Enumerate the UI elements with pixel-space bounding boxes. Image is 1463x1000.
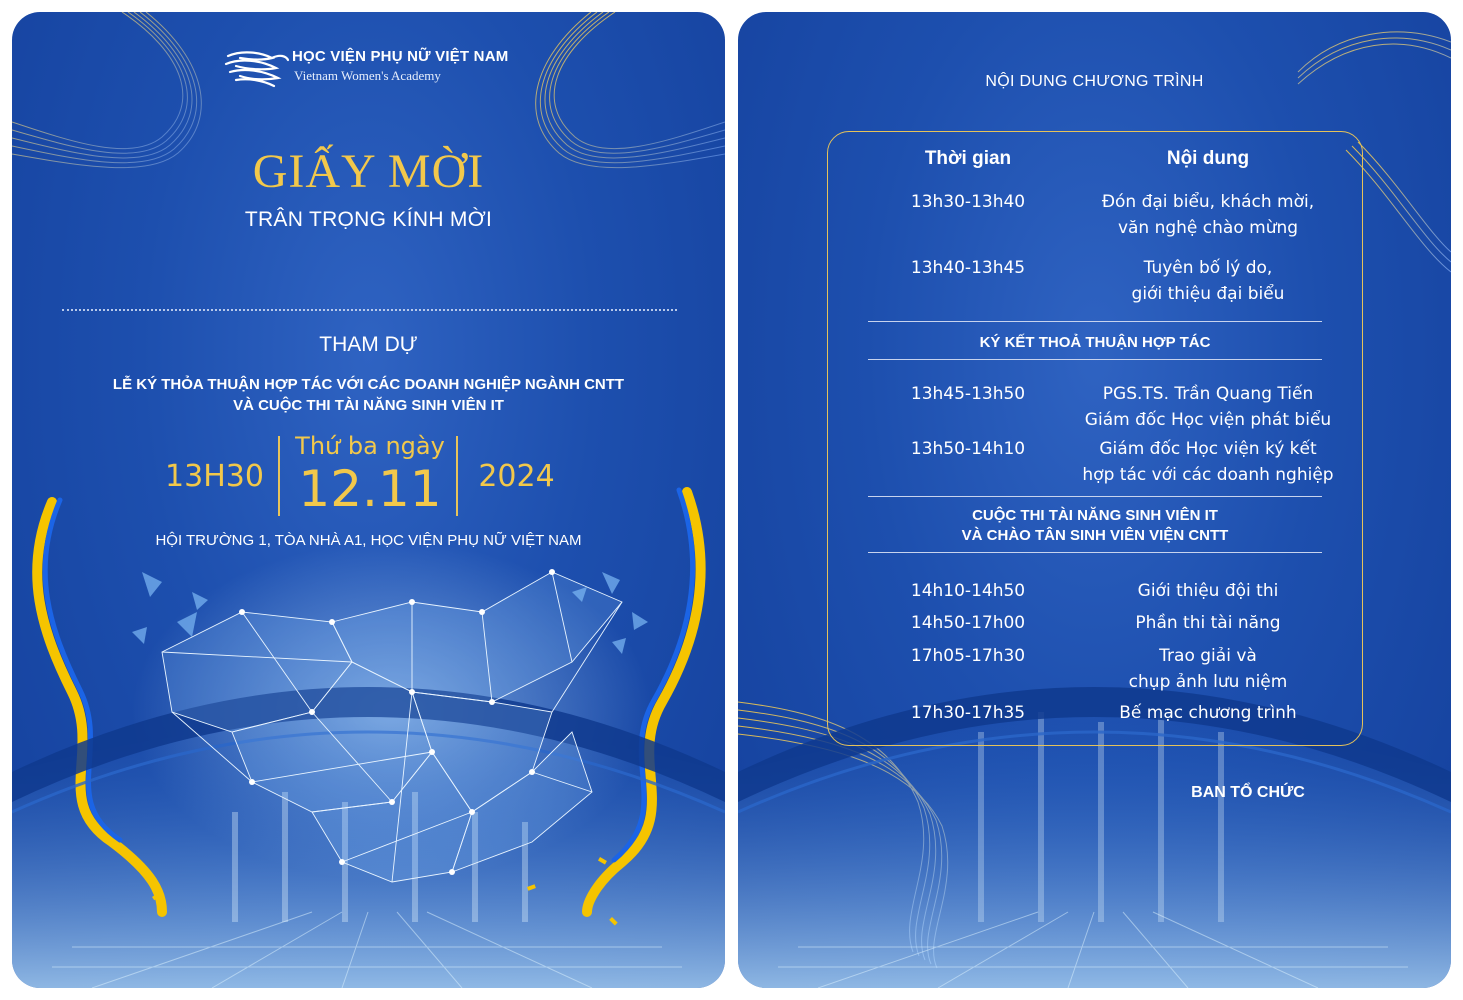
invitation-back-card — [738, 12, 1451, 988]
section-divider — [868, 552, 1322, 553]
academy-name-en: Vietnam Women's Academy — [294, 68, 441, 83]
event-weekday: Thứ ba ngày — [295, 432, 445, 460]
invitation-front-card — [12, 12, 725, 988]
schedule-time: 17h05-17h30 — [910, 646, 1026, 666]
organizer-signature: BAN TỔ CHỨC — [1191, 784, 1305, 801]
schedule-content: Giới thiệu đội thi — [1137, 581, 1279, 601]
dotted-divider — [62, 309, 677, 311]
schedule-time: 13h30-13h40 — [910, 192, 1026, 212]
date-divider-left — [278, 436, 280, 516]
column-header-content: Nội dung — [1166, 148, 1250, 169]
event-venue: HỘI TRƯỜNG 1, TÒA NHÀ A1, HỌC VIỆN PHỤ NỮ VIỆT NAM — [155, 532, 582, 549]
attend-label: THAM DỰ — [319, 333, 418, 356]
schedule-content: Phần thi tài năng — [1135, 613, 1281, 633]
section-title-contest-line2: VÀ CHÀO TÂN SINH VIÊN VIỆN CNTT — [961, 527, 1229, 544]
schedule-content: Giám đốc Học viện phát biểu — [1084, 410, 1332, 430]
schedule-content: Tuyên bố lý do, — [1143, 258, 1273, 278]
schedule-time: 13h50-14h10 — [910, 439, 1026, 459]
schedule-time: 13h40-13h45 — [910, 258, 1026, 278]
schedule-content: văn nghệ chào mừng — [1117, 218, 1299, 238]
section-title-signing: KÝ KẾT THOẢ THUẬN HỢP TÁC — [979, 334, 1211, 351]
section-divider — [868, 496, 1322, 497]
date-divider-right — [456, 436, 458, 516]
section-divider — [868, 359, 1322, 360]
event-name-line1: LỄ KÝ THỎA THUẬN HỢP TÁC VỚI CÁC DOANH NGHIỆP NGÀNH CNTT — [112, 376, 625, 393]
invitation-title: GIẤY MỜI — [252, 145, 485, 198]
schedule-time: 17h30-17h35 — [910, 703, 1026, 723]
schedule-content: Giám đốc Học viện ký kết — [1099, 439, 1317, 459]
invitation-subtitle: TRÂN TRỌNG KÍNH MỜI — [244, 208, 493, 231]
schedule-content: hợp tác với các doanh nghiệp — [1082, 465, 1334, 485]
academy-logo — [222, 46, 542, 94]
program-heading: NỘI DUNG CHƯƠNG TRÌNH — [985, 73, 1204, 90]
schedule-content: giới thiệu đại biểu — [1131, 284, 1285, 304]
schedule-content: Trao giải và — [1159, 646, 1257, 666]
section-divider — [868, 321, 1322, 322]
event-name-line2: VÀ CUỘC THI TÀI NĂNG SINH VIÊN IT — [233, 397, 504, 414]
event-year: 2024 — [478, 459, 555, 494]
event-time: 13H30 — [165, 459, 264, 494]
schedule-content: PGS.TS. Trần Quang Tiến — [1102, 384, 1314, 404]
schedule-content: Bế mạc chương trình — [1119, 703, 1297, 723]
schedule-content: Đón đại biểu, khách mời, — [1101, 192, 1315, 212]
column-header-time: Thời gian — [924, 148, 1012, 169]
academy-name: HỌC VIỆN PHỤ NỮ VIỆT NAM — [292, 48, 509, 65]
event-date: 12.11 — [298, 460, 442, 518]
dove-logo-icon — [222, 46, 290, 92]
schedule-time: 13h45-13h50 — [910, 384, 1026, 404]
schedule-content: chụp ảnh lưu niệm — [1128, 672, 1288, 692]
section-title-contest-line1: CUỘC THI TÀI NĂNG SINH VIÊN IT — [972, 507, 1218, 524]
schedule-time: 14h10-14h50 — [910, 581, 1026, 601]
schedule-time: 14h50-17h00 — [910, 613, 1026, 633]
